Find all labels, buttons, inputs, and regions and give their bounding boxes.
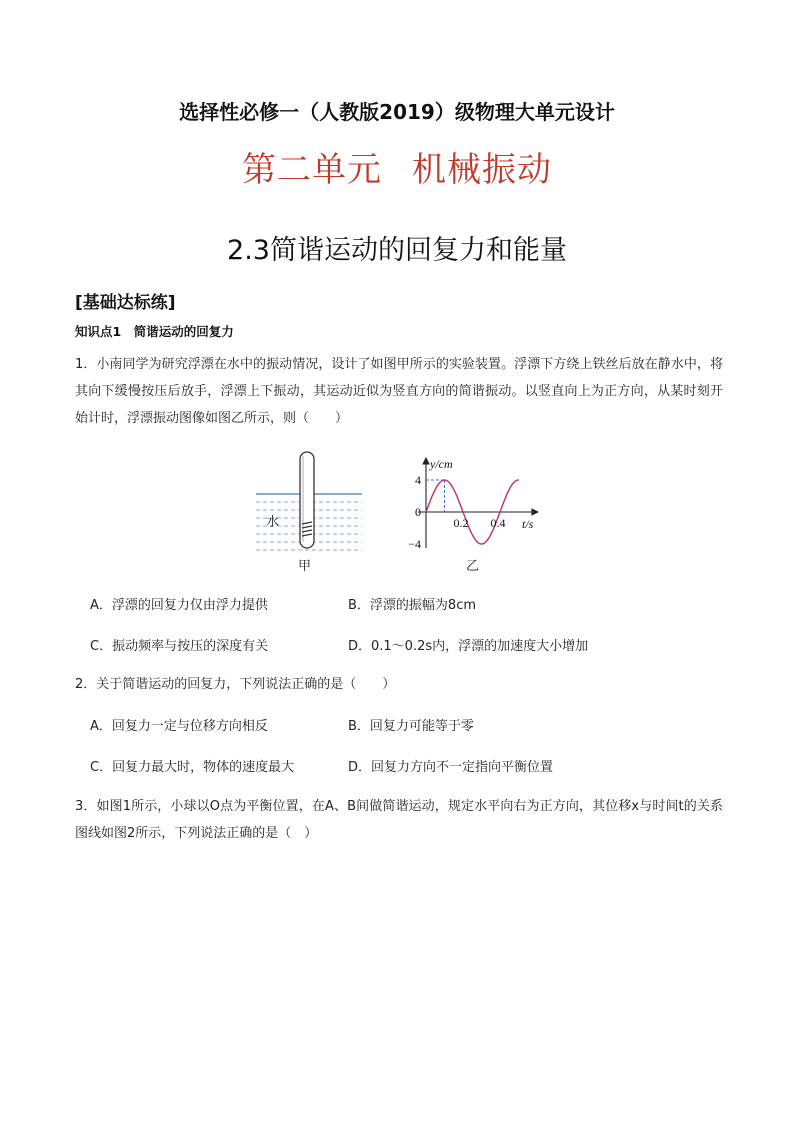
- data-point: [444, 479, 445, 480]
- unit-title: [0, 142, 794, 191]
- data-point: [518, 479, 519, 480]
- data-point: [509, 489, 510, 490]
- q1-option-b[interactable]: B．浮漂的振幅为8cm: [348, 598, 477, 613]
- q2-option-c[interactable]: C．回复力最大时，物体的速度最大: [90, 760, 295, 775]
- x-tick-label: 0.2: [453, 516, 469, 530]
- data-point: [472, 534, 473, 535]
- q2-option-a[interactable]: A．回复力一定与位移方向相反: [90, 719, 268, 734]
- question-2-stem: 2．关于简谐运动的回复力，下列说法正确的是（ ）: [75, 677, 396, 692]
- lesson-title: 2.3简谐运动的回复力和能量: [227, 235, 567, 266]
- q1-option-a[interactable]: A．浮漂的回复力仅由浮力提供: [90, 598, 268, 613]
- q1-option-d[interactable]: D．0.1～0.2s内，浮漂的加速度大小增加: [348, 639, 589, 654]
- unit-number: 第二单元: [242, 150, 382, 190]
- question-1-stem: 1．小南同学为研究浮漂在水中的振动情况，设计了如图甲所示的实验装置。浮漂下方绕上铁丝后放在静水中，将其向下缓慢按压后放手，浮漂上下振动，其运动近似为竖直方向的简谐振动。以竖直向上为正方向，从某时刻开始计时，浮漂振动图像如图乙所示，则（ ）: [75, 357, 723, 426]
- data-point: [481, 543, 482, 544]
- question-3-stem: 3．如图1所示，小球以O点为平衡位置，在A、B间做简谐运动，规定水平向右为正方向，其位移x与时间t的关系图线如图2所示，下列说法正确的是（ ）: [75, 799, 723, 841]
- figure-b-caption: 乙: [466, 559, 480, 574]
- unit-name: 机械振动: [412, 150, 552, 190]
- x-axis-label: t/s: [522, 517, 534, 531]
- x-tick-label: 0.4: [490, 516, 506, 530]
- y-axis-label: y/cm: [430, 457, 453, 471]
- data-point: [462, 511, 463, 512]
- y-tick-label: −4: [408, 537, 421, 551]
- data-point: [499, 511, 500, 512]
- y-tick-label: 0: [415, 505, 421, 519]
- knowledge-point-heading: 知识点1 简谐运动的回复力: [75, 324, 234, 339]
- q2-option-b[interactable]: B．回复力可能等于零: [348, 719, 474, 734]
- figure-a-caption: 甲: [298, 559, 312, 574]
- course-title: 选择性必修一（人教版2019）级物理大单元设计: [179, 100, 615, 124]
- q2-option-d[interactable]: D．回复力方向不一定指向平衡位置: [348, 760, 554, 775]
- figure-vibration-graph: [398, 452, 548, 552]
- data-point: [490, 534, 491, 535]
- section-title: [基础达标练]: [75, 293, 176, 313]
- data-point: [425, 511, 426, 512]
- data-point: [453, 489, 454, 490]
- data-point: [435, 489, 436, 490]
- water-label: 水: [266, 515, 280, 530]
- q1-option-c[interactable]: C．振动频率与按压的深度有关: [90, 639, 269, 654]
- y-tick-label: 4: [415, 473, 421, 487]
